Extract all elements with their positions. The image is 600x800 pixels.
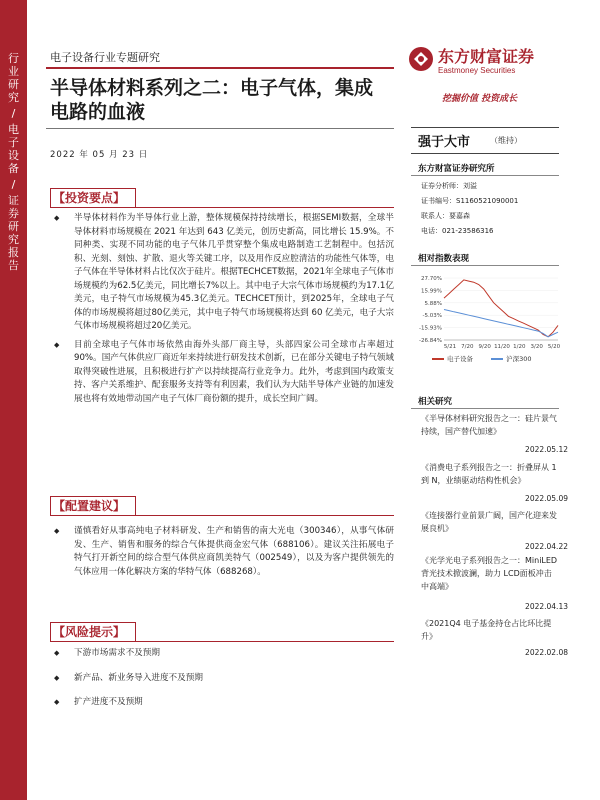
related-report-title[interactable]: 《半导体材料研究报告之一：硅片景气持续，国产替代加速》 [421,414,557,436]
chart-x-tick-label: 5/20 [547,344,560,350]
diamond-bullet-icon: ◆ [54,214,60,222]
index-chart-title: 相对指数表现 [418,254,470,264]
header-rule [46,67,394,69]
rating-rule-top [411,127,559,128]
related-report-title[interactable]: 《消费电子系列报告之一：折叠屏从 1 到 N，业绩驱动结构性机会》 [421,463,557,485]
chart-x-tick-label: 5/21 [443,344,457,350]
diamond-bullet-icon: ◆ [54,698,60,706]
related-report-date: 2022.02.08 [525,648,568,657]
related-report-date: 2022.04.13 [525,602,568,611]
allocation-point [50,525,394,579]
chart-y-tick-label: 5.88% [424,300,442,307]
side-separator-2: / [11,178,16,191]
related-report-title[interactable]: 《光学光电子系列报告之一：MiniLED 背光技术掀波澜，助力 LCD面板冲击中高端》 [421,556,558,591]
phone: 电话：021-23586316 [421,227,494,235]
chart-x-tick-label: 11/20 [494,344,510,350]
chart-y-tick-label: -15.93% [419,325,442,332]
allocation-point-text: 谨慎看好从事高纯电子材料研发、生产和销售的南大光电（300346），从事气体研发、生产、销售和服务的综合气体提供商金宏气体（688106）。建议关注拓展电子特气打开新空间的综合型气体供应商凯美特气（002549），以及为客户提供领先的气体应用一体化解决方案的华特气体（688268）。 [74,526,394,577]
chart-series-line-1 [444,310,558,337]
side-category-label [5,52,22,272]
chart-y-tick-label: -26.84% [419,338,442,344]
industry-title: 电子设备行业专题研究 [50,51,160,64]
rating-rule-bottom [411,153,559,154]
investment-point-text: 半导体材料作为半导体行业上游，整体规模保持持续增长，根据SEMI数据，全球半导体材料市场规模在 2021 年达到 643 亿美元，创历史新高，同比增长 15.9%。不同种类、实现不同功能的电子气体几乎贯穿整个集成电路制造工艺制程中。包括沉积、光刻、刻蚀、扩散、退火等关键工序，以及用作反应腔清洁的功能性气体等，电子气体在半导体材料占比仅次于硅片。根据TECHCET数据，2021年全球电子气体市场规模约为62.5亿美元，同比增长7%以上。其中电子大宗气体市场规模约为17.1亿美元，电子特气市场规模为45.3亿美元。TECHCET预计，到2025年，全球电子气体的市场规模将超过80亿美元，其中电子特气市场规模将达到 60 亿美元，电子大宗气体市场规模将超过20亿美元。 [74,213,394,331]
diamond-bullet-icon: ◆ [54,527,60,535]
diamond-bullet-icon: ◆ [54,673,60,682]
side-separator-1: / [11,107,16,120]
logo-mark-icon [408,46,434,72]
related-report-title[interactable]: 《连接器行业前景广阔，国产化迎来发展良机》 [421,511,557,533]
institute-rule [411,175,559,176]
slogan: 挖掘价值 投资成长 [442,94,518,104]
risk-point-text: 下游市场需求不及预期 [74,648,160,658]
chart-y-tick-label: -5.03% [422,313,442,320]
investment-point [50,339,394,407]
related-report-date: 2022.05.12 [525,445,568,454]
diamond-bullet-icon: ◆ [54,340,60,349]
chart-y-tick-label: 27.70% [421,276,442,282]
chart-y-tick-label: 15.99% [421,288,442,295]
legend-label-index: 沪深300 [506,355,532,363]
brand-logo [408,44,558,84]
chart-x-tick-label: 1/20 [513,344,526,350]
legend-swatch-index [491,358,503,360]
rating: 强于大市 [418,135,471,150]
rating-maintained: （维持） [490,136,522,145]
legend-swatch-sector [432,358,444,360]
certificate-number: 证书编号：S1160521090001 [421,197,519,205]
title-line-2: 电路的血液 [50,101,146,123]
risk-point-text: 扩产进度不及预期 [74,697,143,707]
chart-legend [432,354,532,363]
page-title [50,76,390,124]
risk-point [50,672,394,686]
risk-point [50,696,394,710]
investment-point-text: 目前全球电子气体市场依然由海外头部厂商主导，头部四家公司全球市占率超过 90%。国产气体供应厂商近年来持续进行研发技术创新，已在部分关键电子特气领域取得突破性进展，且积极进行扩产以持续提高行业竞争力。此外，考虑到国内政策支持、客户关系维护、配套服务支持等有利因素，我们认为大陆半导体产业链的加速发展也将有效地带动国产电子气体厂商份额的提升，成长空间广阔。 [74,339,394,404]
risk-point [50,647,394,661]
related-research-rule [411,408,559,409]
side-label-research: 行业研究 [8,52,19,104]
risk-points [50,647,394,710]
risk-point-text: 新产品、新业务导入进度不及预期 [74,672,203,683]
legend-label-sector: 电子设备 [447,355,473,363]
section-head-risk: 【风险提示】 [50,622,136,642]
logo-name-cn: 东方财富证券 [438,47,535,66]
related-research-title: 相关研究 [418,397,453,407]
related-report-date: 2022.04.22 [525,542,568,551]
chart-series-line-0 [444,280,558,337]
relative-index-chart [414,272,560,358]
section-head-allocation: 【配置建议】 [50,496,136,516]
chart-x-tick-label: 3/20 [530,344,543,350]
contact-person: 联系人：要嘉森 [421,212,470,220]
institute-name: 东方财富证券研究所 [418,164,495,174]
chart-x-tick-label: 7/20 [461,344,474,350]
title-rule [46,128,394,129]
title-line-1: 半导体材料系列之二：电子气体，集成 [50,77,374,99]
investment-point [50,212,394,334]
related-report-title[interactable]: 《2021Q4 电子基金持仓占比环比提升》 [421,619,552,641]
side-label-report-type: 证券研究报告 [8,194,19,272]
analyst: 证券分析师：刘溢 [421,182,477,190]
logo-name-en: Eastmoney Securities [438,66,516,75]
chart-x-tick-label: 9/20 [478,344,491,350]
allocation-points [50,525,394,579]
side-label-sector: 电子设备 [8,123,19,175]
related-report-date: 2022.05.09 [525,494,568,503]
investment-points [50,212,394,406]
section-head-investment: 【投资要点】 [50,188,136,208]
index-chart-rule [411,265,559,266]
publish-date: 2022 年 05 月 23 日 [50,150,149,160]
diamond-bullet-icon: ◆ [54,649,60,657]
